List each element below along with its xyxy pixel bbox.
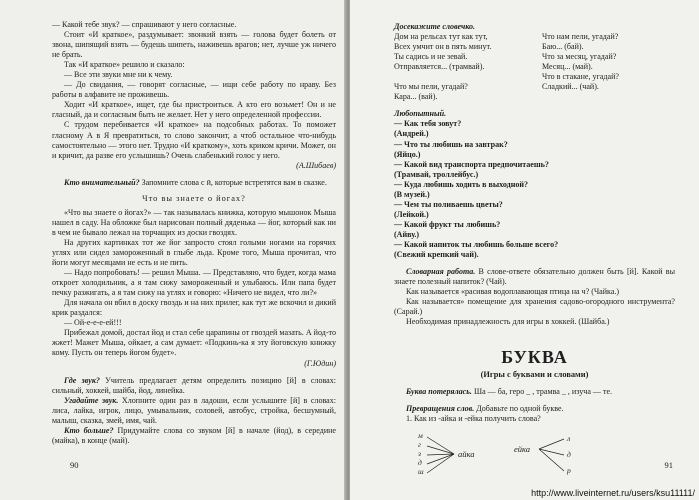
author-signature: (Г.Юдин) bbox=[304, 358, 336, 368]
text-para: Прибежал домой, достал йод и стал себе царапины от гвоздей мазать. А йод-то жжет! Мажет Мыша, ойкает, а сам думает: «Подкинь-ка я эту йоговскую книжку кому. Пусть он теперь йогом будет». bbox=[52, 328, 336, 358]
text-para: Как называется» помещение для хранения садово-огородного инструмента? (Сарай.) bbox=[394, 297, 675, 317]
riddle-line: Кара... (вай). bbox=[394, 92, 438, 102]
exercise-where-sound bbox=[52, 376, 336, 396]
text-para: — До свидания, — говорят согласные, — ищи себе работу по нраву. Без работы в алфавите не проживешь. bbox=[52, 80, 336, 100]
word-ending: ейка bbox=[514, 443, 531, 454]
letter-label: р bbox=[567, 465, 571, 475]
text-para: — Все эти звуки мне ни к чему. bbox=[64, 70, 173, 80]
text-para: — Надо попробовать! — решил Мыша. — Представляю, что будет, когда мама откроет холодильник, а я там сижу замороженный и улыбаюсь. Или папа будет печку разжигать, а я там сижу на углях и говорю: «Ничего не видел, что ли?» bbox=[52, 268, 336, 298]
text-para: Ходит «И краткое», ищет, где бы пристроиться. А кто его возьмет! Он и не гласный, да и согласным быть не желает. Нет у него определенной профессии. bbox=[52, 100, 336, 120]
text-para: Так «И краткое» решило и сказало: bbox=[64, 60, 185, 70]
section-heading: Любопытный. bbox=[394, 109, 447, 119]
text-para: — Какой тебе звук? — спрашивают у него согласные. bbox=[52, 20, 237, 29]
story-title: Что вы знаете о йогах? bbox=[142, 193, 246, 203]
dialog-line: (Андрей.) bbox=[394, 129, 429, 139]
riddles bbox=[394, 32, 675, 102]
exercise-title: Превращения слов. bbox=[406, 404, 475, 414]
vocab-exercise bbox=[394, 267, 675, 287]
exercise-text: Хлопните один раз в ладоши, если услышите [й] в словах: лиса, лайка, игрок, лицо, умывальник, соловей, автобус, стройка, бесшумный, малыш, сказка, змей, имя, чай. bbox=[52, 395, 336, 425]
text-para: — Ой-е-е-е-ей!!! bbox=[64, 318, 122, 328]
riddle-line: Месяц... (май). bbox=[542, 62, 593, 72]
exercise-who-more bbox=[52, 426, 336, 446]
exercise-text: В слове-ответе обязательно должен быть [й]. Какой вы знаете полезный напиток? (Чай). bbox=[394, 267, 676, 287]
exercise-text: Добавьте по одной букве. bbox=[474, 404, 564, 414]
riddle-line bbox=[394, 72, 534, 82]
text-para: На других картинках тот же йог запросто стоял голыми ногами на горячих углях или сидел замороженный в глыбе льда. Кроме того, Мыша прочитал, что йоги могут месяцами не есть и не пить. bbox=[52, 237, 336, 268]
dialog-line: (Трамвай, троллейбус.) bbox=[394, 169, 479, 179]
riddle-line: Отправляется... (трамвай). bbox=[394, 62, 485, 72]
exercise-question: 1. Как из -айка и -ейка получить слова? bbox=[406, 414, 541, 424]
exercise-who-attentive bbox=[52, 178, 336, 188]
dialog-line: (Айву.) bbox=[394, 229, 420, 239]
dialog-line: — Чем ты поливаешь цветы? bbox=[394, 199, 503, 209]
letter-label: з bbox=[418, 448, 421, 458]
exercise-lost-letter bbox=[394, 387, 675, 397]
exercise-title: Угадайте звук. bbox=[64, 395, 119, 405]
riddle-line: Ты садись и не зевай. bbox=[394, 52, 468, 62]
dialog-line: (Лейкой.) bbox=[394, 209, 429, 219]
exercise-text: Учитель предлагает детям определить позицию [й] в словах: сильный, хоккей, шайба, йод, линейка. bbox=[52, 375, 336, 395]
exercise-transform bbox=[394, 404, 675, 414]
exercise-title: Буква потерялась. bbox=[406, 387, 472, 397]
page-number: 90 bbox=[70, 460, 79, 470]
exercise-text: Запомните слова с ӣ, которые встретятся вам в сказке. bbox=[139, 177, 327, 187]
exercise-text: Ша — ба, геро _ , трамва _ , изуча — те. bbox=[471, 387, 613, 397]
dialog-line: — Какой вид транспорта предпочитаешь? bbox=[394, 159, 549, 169]
riddle-line: Что за месяц, угадай? bbox=[542, 52, 617, 62]
section-heading: Досекажите словечко. bbox=[394, 22, 476, 31]
word-diagram bbox=[394, 427, 675, 497]
riddle-line: Что мы пели, угадай? bbox=[394, 82, 468, 92]
riddle-line: Дом на рельсах тут как тут, bbox=[394, 32, 488, 42]
chapter-title: БУКВА bbox=[501, 347, 568, 368]
dialog-line: (Свежий крепкий чай). bbox=[394, 250, 479, 260]
exercise-title: Кто больше? bbox=[64, 425, 114, 435]
exercise-title: Кто внимательный? bbox=[64, 177, 140, 187]
letter-label: л bbox=[567, 433, 571, 443]
riddle-line: Что нам пели, угадай? bbox=[542, 32, 619, 42]
exercise-text: Придумайте слова со звуком [й] в начале (йод), в середине (майка), в конце (май). bbox=[52, 425, 337, 445]
author-signature: (А.Шибаев) bbox=[296, 160, 336, 170]
riddle-line: Баю... (бай). bbox=[542, 42, 584, 52]
riddle-line: Всех умчит он в пять минут. bbox=[394, 42, 492, 52]
text-para: С трудом перебивается «И краткое» на подсобных работах. То поможет гласному А в Я превратиться, то слово закончит, а чтоб остальное что-нибудь самостоятельно — этого нет. Трудно «И краткому», хоть криком кричи. Может, он и кричит, да разве его услышишь? Очень слабенький голос у него. bbox=[52, 120, 336, 160]
dialog-line: — Какой напиток ты любишь больше всего? bbox=[394, 239, 559, 249]
dialog-line: — Куда любишь ходить в выходной? bbox=[394, 179, 529, 189]
riddle-line: Что в стакане, угадай? bbox=[542, 72, 619, 82]
text-para: Необходимая принадлежность для игры в хоккей. (Шайба.) bbox=[406, 317, 610, 327]
left-page bbox=[0, 0, 346, 500]
exercise-title: Словарная работа. bbox=[406, 267, 476, 277]
dialog bbox=[394, 119, 675, 260]
text-para: «Что вы знаете о йогах?» — так называлась книжка, которую мышонок Мыша нашел в саду. На обложке был нарисован полный дяденька — йог, который как ни в чем не бывало лежал на торчащих из доски гвоздях. bbox=[52, 207, 336, 237]
chapter-subtitle: (Игры с буквами и словами) bbox=[480, 370, 589, 380]
dialog-line: (Яйцо.) bbox=[394, 149, 421, 159]
text-para: Для начала он вбил в доску гвоздь и на них прилег, как тут же вскочил и дикий крик раздался: bbox=[52, 298, 336, 318]
word-ending: айка bbox=[458, 448, 475, 459]
dialog-line: — Что ты любишь на завтрак? bbox=[394, 139, 508, 149]
dialog-line: (В музей.) bbox=[394, 189, 430, 199]
dialog-line: — Какой фрукт ты любишь? bbox=[394, 219, 501, 229]
text-para: Как называется «расивая водоплавающая птица на ч? (Чайка.) bbox=[406, 287, 620, 297]
exercise-title: Где звук? bbox=[64, 375, 100, 385]
exercise-guess-sound bbox=[52, 396, 336, 426]
letter-label: д bbox=[567, 449, 571, 459]
watermark-url: http://www.liveinternet.ru/users/ksu11111/ bbox=[531, 488, 695, 498]
riddle-column-left bbox=[394, 32, 534, 102]
letter-label: м bbox=[418, 430, 423, 440]
riddle-line: Сладкий... (чай). bbox=[542, 82, 599, 92]
right-page bbox=[350, 0, 699, 500]
letter-label: ш bbox=[418, 466, 424, 476]
page-number: 91 bbox=[664, 460, 673, 470]
letter-label: г bbox=[418, 439, 421, 449]
diagram-lines bbox=[394, 427, 634, 497]
text-para: Стоит «И краткое», раздумывает: звонкий взять — голова будет болеть от звона, шипящий взять — будешь шипеть, наживешь врагов; нет, лучше уж ничего не брать. bbox=[52, 30, 336, 60]
riddle-column-right bbox=[534, 32, 619, 102]
dialog-line: — Как тебя зовут? bbox=[394, 119, 462, 129]
letter-label: д bbox=[418, 457, 422, 467]
